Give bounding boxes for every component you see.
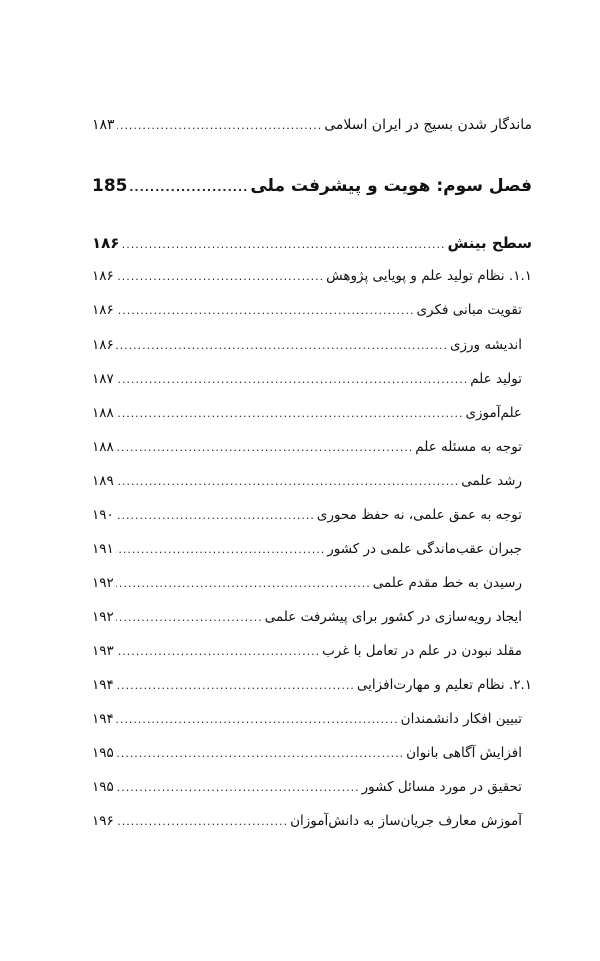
toc-entry-page: ۱۹۵: [92, 779, 114, 795]
section-page: ۱۹۴: [92, 677, 114, 693]
section-page: ۱۸۶: [92, 268, 114, 284]
toc-entry-title: توجه به عمق علمی، نه حفظ محوری: [316, 507, 522, 523]
toc-entry[interactable]: [92, 779, 522, 795]
toc-entry-title: تقویت مبانی فکری: [416, 302, 522, 318]
toc-entry-page: ۱۸۳: [92, 117, 115, 133]
toc-entry-title: رسیدن به خط مقدم علمی: [372, 575, 522, 591]
toc-entry[interactable]: [92, 337, 522, 353]
dot-leader: [116, 407, 464, 420]
dot-leader: [116, 747, 404, 760]
toc-entry-title: افزایش آگاهی بانوان: [406, 745, 522, 761]
chapter-page: 185: [92, 176, 128, 196]
toc-entry-title: مقلد نبودن در علم در تعامل با غرب: [322, 643, 522, 659]
toc-entry-title: رشد علمی: [461, 473, 522, 489]
dot-leader: [116, 645, 320, 658]
chapter-title: فصل سوم: هویت و پیشرفت ملی: [250, 176, 532, 196]
toc-entry[interactable]: [92, 405, 522, 421]
toc-entry[interactable]: [92, 117, 532, 133]
toc-entry-page: ۱۸۶: [92, 337, 114, 353]
toc-entry[interactable]: [92, 507, 522, 523]
toc-section[interactable]: [92, 268, 532, 284]
toc-entry-title: جبران عقب‌ماندگی علمی در کشور: [327, 541, 522, 557]
dot-leader: [116, 339, 448, 352]
toc-entry[interactable]: [92, 643, 522, 659]
toc-level-heading[interactable]: [92, 234, 532, 252]
section-title: ۲.۱. نظام تعلیم و مهارت‌افزایی: [356, 677, 532, 693]
toc-entry-page: ۱۹۰: [92, 507, 114, 523]
toc-entry-page: ۱۹۲: [92, 609, 114, 625]
dot-leader: [116, 304, 415, 317]
dot-leader: [116, 373, 468, 386]
dot-leader: [116, 577, 371, 590]
dot-leader: [116, 713, 399, 726]
toc-entry-page: ۱۹۱: [92, 541, 114, 557]
dot-leader: [116, 475, 459, 488]
toc-entry[interactable]: [92, 609, 522, 625]
dot-leader: [116, 679, 355, 692]
toc-entry-page: ۱۹۶: [92, 813, 114, 829]
dot-leader: [116, 611, 263, 624]
dot-leader: [116, 815, 288, 828]
dot-leader: [116, 441, 413, 454]
toc-entry-page: ۱۸۸: [92, 405, 114, 421]
toc-entry-title: تبیین افکار دانشمندان: [400, 711, 522, 727]
level-page: ۱۸۶: [92, 234, 120, 252]
toc-entry[interactable]: [92, 813, 522, 829]
dot-leader: [130, 181, 249, 194]
toc-entry-title: ایجاد رویه‌سازی در کشور برای پیشرفت علمی: [264, 609, 522, 625]
dot-leader: [116, 270, 324, 283]
dot-leader: [121, 238, 445, 251]
dot-leader: [116, 509, 315, 522]
toc-entry[interactable]: [92, 745, 522, 761]
toc-entry-page: ۱۹۳: [92, 643, 114, 659]
toc-entry-title: آموزش معارف جریان‌ساز به دانش‌آموزان: [290, 813, 522, 829]
toc-entry-title: علم‌آموزی: [465, 405, 522, 421]
toc-entry[interactable]: [92, 371, 522, 387]
dot-leader: [116, 543, 325, 556]
toc-entry-title: اندیشه ورزی: [449, 337, 522, 353]
toc-entry[interactable]: [92, 473, 522, 489]
section-title: ۱.۱. نظام تولید علم و پویایی پژوهش: [326, 268, 532, 284]
toc-chapter-heading[interactable]: [92, 176, 532, 196]
toc-entry-page: ۱۸۸: [92, 439, 114, 455]
toc-entry[interactable]: [92, 541, 522, 557]
toc-entry-page: ۱۸۶: [92, 302, 114, 318]
toc-entry-title: تحقیق در مورد مسائل کشور: [361, 779, 522, 795]
toc-entry-page: ۱۸۷: [92, 371, 114, 387]
level-title: سطح بینش: [447, 234, 532, 252]
toc-entry-page: ۱۹۵: [92, 745, 114, 761]
toc-section[interactable]: [92, 677, 532, 693]
toc-entry[interactable]: [92, 711, 522, 727]
toc-entry-page: ۱۹۲: [92, 575, 114, 591]
toc-entry[interactable]: [92, 302, 522, 318]
dot-leader: [117, 119, 323, 132]
dot-leader: [116, 781, 360, 794]
toc-entry-title: تولید علم: [470, 371, 522, 387]
toc-entry-page: ۱۹۴: [92, 711, 114, 727]
toc-entry-page: ۱۸۹: [92, 473, 114, 489]
toc-entry[interactable]: [92, 575, 522, 591]
toc-entry-title: توجه به مسئله علم: [415, 439, 522, 455]
toc-entry[interactable]: [92, 439, 522, 455]
toc-entry-title: ماندگار شدن بسیج در ایران اسلامی: [324, 117, 532, 133]
